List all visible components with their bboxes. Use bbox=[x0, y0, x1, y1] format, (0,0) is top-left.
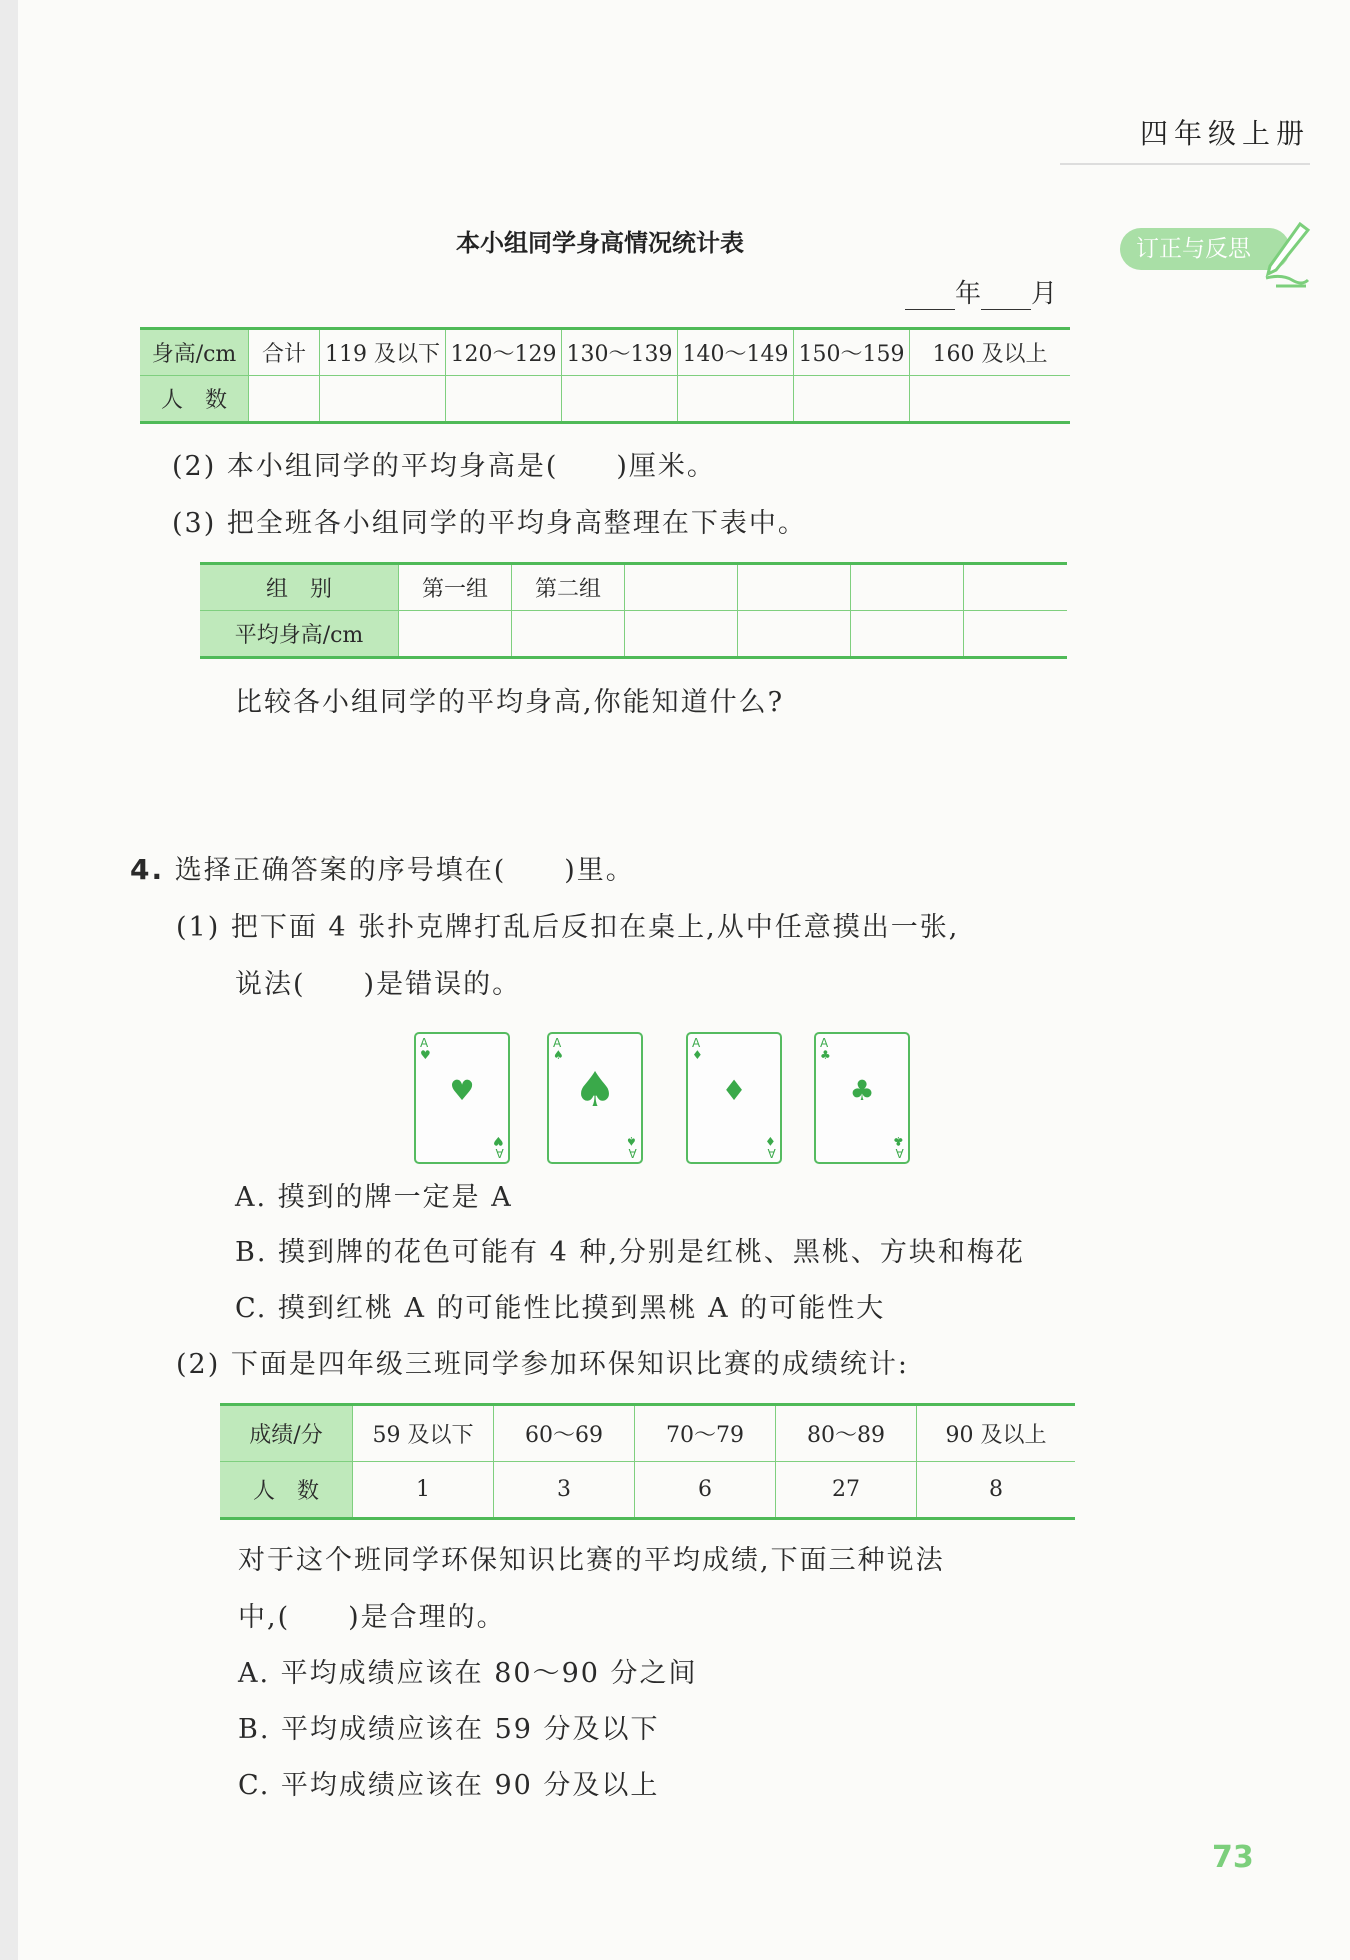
table-cell: 27 bbox=[776, 1462, 917, 1519]
table-header-cell: 组 别 bbox=[200, 564, 399, 611]
answer-cell[interactable] bbox=[738, 611, 851, 658]
answer-cell[interactable] bbox=[562, 376, 678, 423]
option-b: B. 摸到牌的花色可能有 4 种,分别是红桃、黑桃、方块和梅花 bbox=[235, 1237, 1025, 1268]
question-4-2-text-line2: 中,( )是合理的。 bbox=[238, 1602, 506, 1633]
table-header-cell: 150～159 bbox=[794, 329, 910, 376]
question-4 bbox=[130, 848, 635, 887]
option-c: C. 摸到红桃 A 的可能性比摸到黑桃 A 的可能性大 bbox=[235, 1293, 886, 1324]
heart-icon: ♥ bbox=[493, 1134, 504, 1148]
date-field bbox=[905, 273, 1057, 310]
answer-cell[interactable] bbox=[738, 564, 851, 611]
answer-cell[interactable] bbox=[399, 611, 512, 658]
compare-question: 比较各小组同学的平均身高,你能知道什么? bbox=[235, 687, 785, 718]
answer-cell[interactable] bbox=[851, 611, 964, 658]
answer-cell[interactable] bbox=[678, 376, 794, 423]
ornate-spade-icon: ♠ bbox=[573, 1062, 617, 1118]
answer-cell[interactable] bbox=[910, 376, 1071, 423]
ace-of-diamonds-card: A ♦ ♦ A ♦ bbox=[686, 1032, 782, 1164]
table-header-cell: 140～149 bbox=[678, 329, 794, 376]
table-cell: 6 bbox=[635, 1462, 776, 1519]
diamond-icon: ♦ bbox=[692, 1048, 703, 1062]
ace-of-hearts-card: A ♥ ♥ A ♥ bbox=[414, 1032, 510, 1164]
answer-cell[interactable] bbox=[249, 376, 320, 423]
table-header-cell: 120～129 bbox=[446, 329, 562, 376]
question-2: (2) 本小组同学的平均身高是( )厘米。 bbox=[172, 451, 716, 482]
table-header-cell: 成绩/分 bbox=[220, 1405, 353, 1462]
table-row-label: 人 数 bbox=[220, 1462, 353, 1519]
question-4-1-line2: 说法( )是错误的。 bbox=[235, 969, 522, 1000]
answer-cell[interactable] bbox=[964, 564, 1068, 611]
diamond-icon: ♦ bbox=[721, 1074, 747, 1107]
page-number: 73 bbox=[1212, 1840, 1254, 1875]
table-header-cell: 70～79 bbox=[635, 1405, 776, 1462]
table-cell: 1 bbox=[353, 1462, 494, 1519]
score-stats-table bbox=[220, 1403, 1075, 1520]
question-4-2-text-line1: 对于这个班同学环保知识比赛的平均成绩,下面三种说法 bbox=[238, 1545, 945, 1576]
table-header-cell: 60～69 bbox=[494, 1405, 635, 1462]
question-3: (3) 把全班各小组同学的平均身高整理在下表中。 bbox=[172, 508, 807, 539]
heart-icon: ♥ bbox=[449, 1074, 475, 1107]
table-row-label: 平均身高/cm bbox=[200, 611, 399, 658]
ace-of-clubs-card: A ♣ ♣ A ♣ bbox=[814, 1032, 910, 1164]
option-a: A. 摸到的牌一定是 A bbox=[235, 1182, 513, 1213]
ace-of-spades-card: A ♠ ♠ A ♠ bbox=[547, 1032, 643, 1164]
review-tag: 订正与反思 bbox=[1120, 228, 1290, 270]
table-header-cell: 130～139 bbox=[562, 329, 678, 376]
table-header-cell: 第二组 bbox=[512, 564, 625, 611]
answer-cell[interactable] bbox=[512, 611, 625, 658]
answer-cell[interactable] bbox=[851, 564, 964, 611]
table-cell: 8 bbox=[917, 1462, 1076, 1519]
year-blank[interactable] bbox=[905, 285, 955, 310]
table-header-cell: 119 及以下 bbox=[320, 329, 446, 376]
option-a: A. 平均成绩应该在 80～90 分之间 bbox=[238, 1658, 698, 1689]
year-label: 年 bbox=[955, 279, 982, 309]
question-4-2-stem: (2) 下面是四年级三班同学参加环保知识比赛的成绩统计: bbox=[176, 1349, 909, 1380]
heart-icon: ♥ bbox=[420, 1048, 431, 1062]
table-row-label: 人 数 bbox=[140, 376, 249, 423]
answer-cell[interactable] bbox=[625, 611, 738, 658]
month-label: 月 bbox=[1031, 279, 1058, 309]
table-header-cell: 59 及以下 bbox=[353, 1405, 494, 1462]
club-icon: ♣ bbox=[820, 1048, 831, 1062]
diamond-icon: ♦ bbox=[765, 1134, 776, 1148]
month-blank[interactable] bbox=[981, 285, 1031, 310]
spade-icon: ♠ bbox=[553, 1048, 564, 1062]
answer-cell[interactable] bbox=[625, 564, 738, 611]
table1-title: 本小组同学身高情况统计表 bbox=[456, 229, 744, 257]
answer-cell[interactable] bbox=[320, 376, 446, 423]
table-cell: 3 bbox=[494, 1462, 635, 1519]
table-header-cell: 合计 bbox=[249, 329, 320, 376]
club-icon: ♣ bbox=[849, 1074, 875, 1107]
header-divider bbox=[1060, 163, 1310, 165]
answer-cell[interactable] bbox=[964, 611, 1068, 658]
table-header-cell: 第一组 bbox=[399, 564, 512, 611]
pencil-icon bbox=[1262, 220, 1312, 290]
height-stats-table bbox=[140, 327, 1070, 424]
option-b: B. 平均成绩应该在 59 分及以下 bbox=[238, 1714, 660, 1745]
answer-cell[interactable] bbox=[446, 376, 562, 423]
option-c: C. 平均成绩应该在 90 分及以上 bbox=[238, 1770, 660, 1801]
group-average-table bbox=[200, 562, 1067, 659]
answer-cell[interactable] bbox=[794, 376, 910, 423]
club-icon: ♣ bbox=[893, 1134, 904, 1148]
question-number: 4. bbox=[130, 853, 165, 886]
table-header-cell: 身高/cm bbox=[140, 329, 249, 376]
table-header-cell: 90 及以上 bbox=[917, 1405, 1076, 1462]
question-4-stem: 选择正确答案的序号填在( )里。 bbox=[174, 855, 635, 886]
table-header-cell: 80～89 bbox=[776, 1405, 917, 1462]
question-4-1-line1: (1) 把下面 4 张扑克牌打乱后反扣在桌上,从中任意摸出一张, bbox=[176, 912, 960, 943]
grade-label: 四年级上册 bbox=[1139, 117, 1310, 150]
spade-icon: ♠ bbox=[626, 1134, 637, 1148]
table-header-cell: 160 及以上 bbox=[910, 329, 1071, 376]
